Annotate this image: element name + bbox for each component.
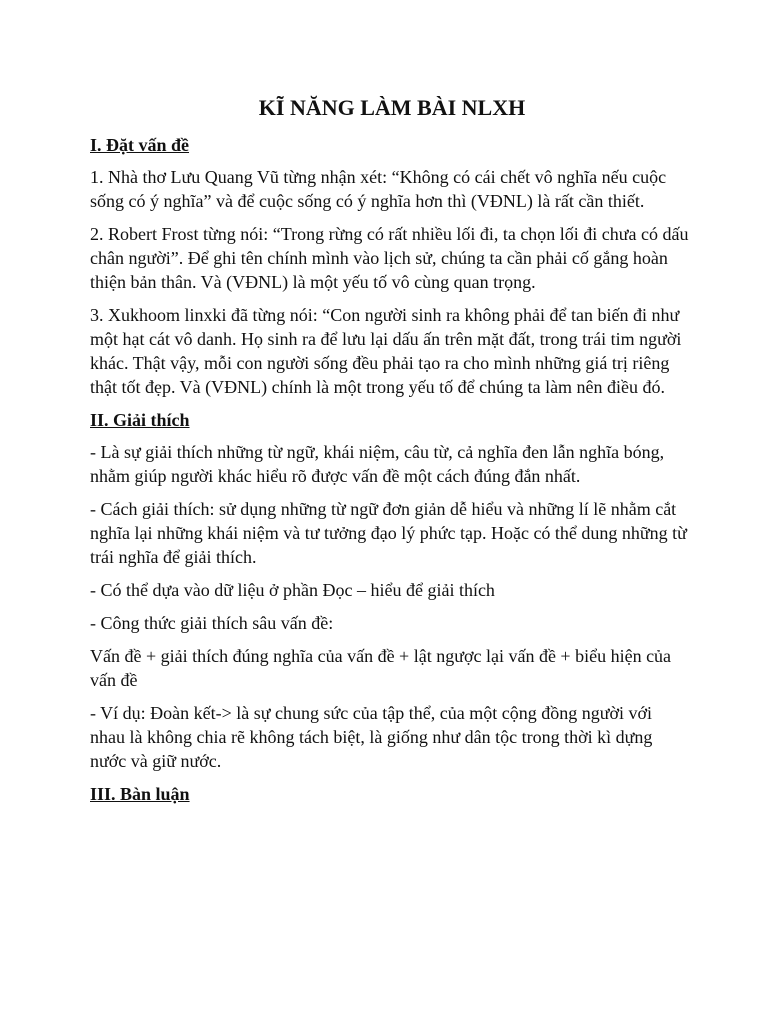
section-heading: I. Đặt vấn đề bbox=[90, 135, 190, 155]
section-dat-van-de bbox=[90, 133, 690, 399]
paragraph: - Là sự giải thích những từ ngữ, khái niệm, câu từ, cả nghĩa đen lẫn nghĩa bóng, nhằm giúp người khác hiểu rõ được vấn đề một cách đúng đắn nhất. bbox=[90, 442, 665, 486]
paragraph: 3. Xukhoom linxki đã từng nói: “Con người sinh ra không phải để tan biến đi như một hạt cát vô danh. Họ sinh ra để lưu lại dấu ấn trên mặt đất, trong trái tim người khác. Thật vậy, mỗi con người sống đều phải tạo ra cho mình những giá trị riêng thật tốt đẹp. Và (VĐNL) chính là một trong yếu tố để chúng ta làm nên điều đó. bbox=[90, 305, 682, 397]
paragraph: Vấn đề + giải thích đúng nghĩa của vấn đề + lật ngược lại vấn đề + biểu hiện của vấn đề bbox=[90, 646, 672, 690]
section-giai-thich bbox=[90, 408, 690, 773]
paragraph: - Có thể dựa vào dữ liệu ở phần Đọc – hiểu để giải thích bbox=[90, 580, 495, 600]
paragraph: - Ví dụ: Đoàn kết-> là sự chung sức của tập thể, của một cộng đồng người với nhau là không chia rẽ không tách biệt, là giống như dân tộc trong thời kì dựng nước và giữ nước. bbox=[90, 703, 653, 771]
paragraph: 2. Robert Frost từng nói: “Trong rừng có rất nhiều lối đi, ta chọn lối đi chưa có dấu chân người”. Để ghi tên chính mình vào lịch sử, chúng ta cần phải cố gắng hoàn thiện bản thân. Và (VĐNL) là một yếu tố vô cùng quan trọng. bbox=[90, 224, 689, 292]
paragraph: 1. Nhà thơ Lưu Quang Vũ từng nhận xét: “Không có cái chết vô nghĩa nếu cuộc sống có ý nghĩa” và để cuộc sống có ý nghĩa hơn thì (VĐNL) là rất cần thiết. bbox=[90, 167, 667, 211]
paragraph: - Công thức giải thích sâu vấn đề: bbox=[90, 613, 334, 633]
section-heading: III. Bàn luận bbox=[90, 784, 190, 804]
document-page bbox=[90, 93, 690, 814]
section-ban-luan bbox=[90, 782, 690, 806]
paragraph: - Cách giải thích: sử dụng những từ ngữ đơn giản dễ hiểu và những lí lẽ nhằm cắt nghĩa lại những khái niệm và tư tưởng đạo lý phức tạp. Hoặc có thể dung những từ trái nghĩa để giải thích. bbox=[90, 499, 687, 567]
section-heading: II. Giải thích bbox=[90, 410, 190, 430]
document-title: KĨ NĂNG LÀM BÀI NLXH bbox=[258, 95, 526, 120]
